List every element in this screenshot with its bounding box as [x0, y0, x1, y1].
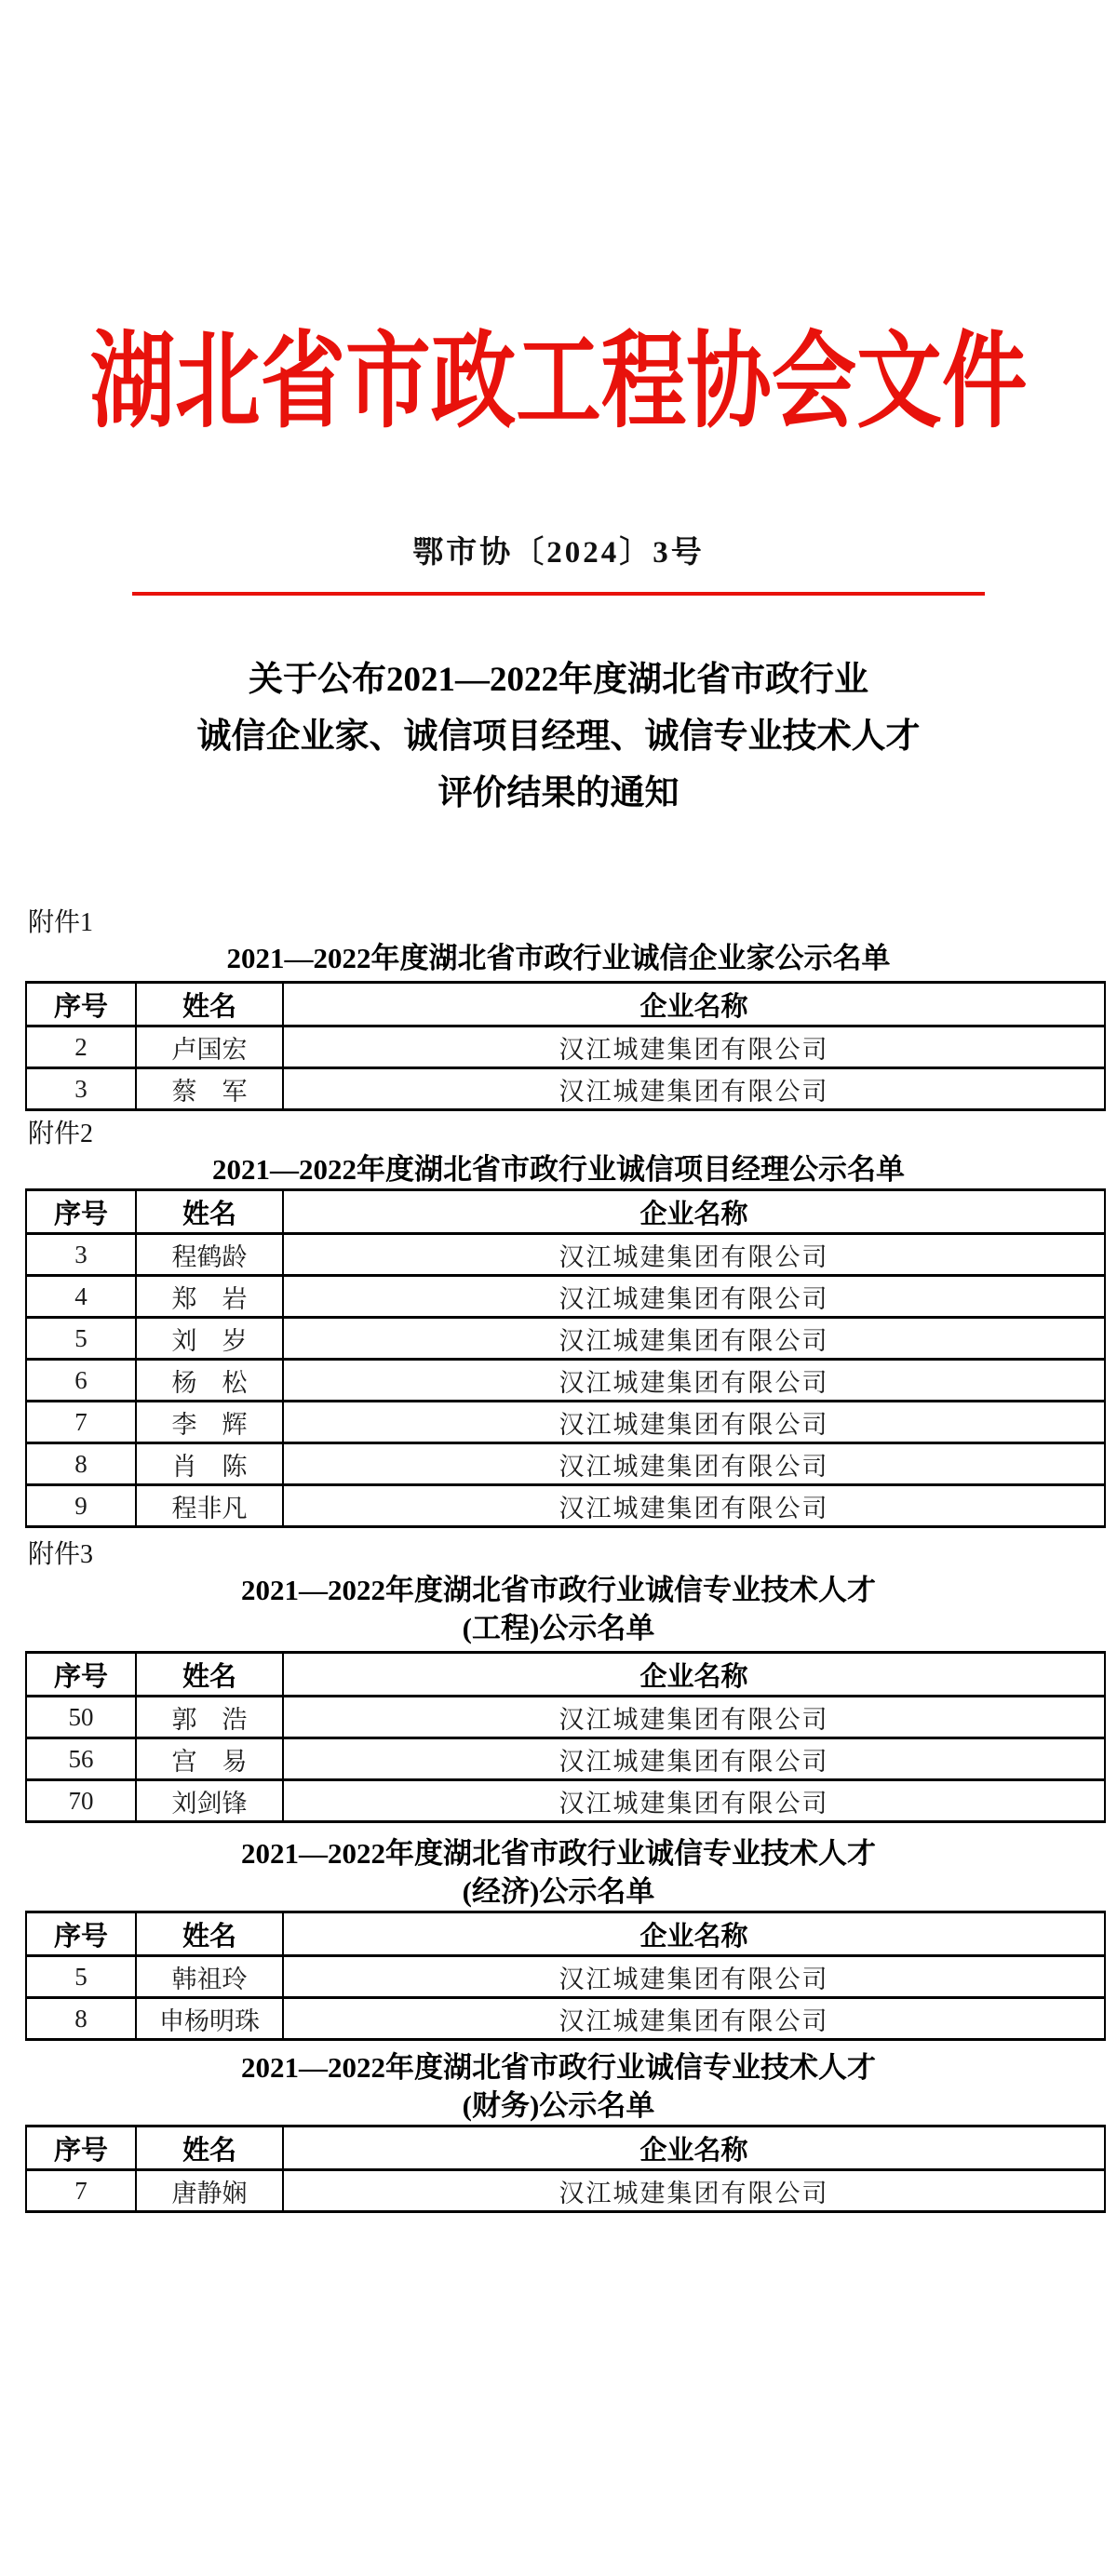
- company-cell: 汉江城建集团有限公司: [283, 1697, 1105, 1738]
- table-row: [26, 1443, 1105, 1485]
- name-cell: 刘 岁: [136, 1318, 283, 1360]
- table-header-row: [26, 2127, 1105, 2170]
- table-row: [26, 1956, 1105, 1998]
- company-cell: 汉江城建集团有限公司: [283, 1443, 1105, 1485]
- roster-title-3-line-1: 2021—2022年度湖北省市政行业诚信专业技术人才: [241, 1574, 876, 1606]
- name-cell: 蔡 军: [136, 1068, 283, 1110]
- attachment-section-3-economics: [0, 1834, 1117, 2041]
- name-cell: 刘剑锋: [136, 1780, 283, 1822]
- seq-cell: 56: [26, 1738, 136, 1780]
- column-header-company: 企业名称: [283, 1912, 1105, 1956]
- name-cell: 肖 陈: [136, 1443, 283, 1485]
- column-header-company: 企业名称: [283, 2127, 1105, 2170]
- table-header-row: [26, 1653, 1105, 1697]
- name-cell: 韩祖玲: [136, 1956, 283, 1998]
- company-cell: 汉江城建集团有限公司: [283, 1026, 1105, 1068]
- column-header-company: 企业名称: [283, 1653, 1105, 1697]
- company-cell: 汉江城建集团有限公司: [283, 1276, 1105, 1318]
- notice-title-line-2: 诚信企业家、诚信项目经理、诚信专业技术人才: [196, 718, 921, 756]
- roster-title-5: [0, 2048, 1117, 2125]
- table-row: [26, 1485, 1105, 1527]
- column-header-name: 姓名: [136, 983, 283, 1026]
- column-header-seq: 序号: [26, 2127, 136, 2170]
- company-cell: 汉江城建集团有限公司: [283, 1998, 1105, 2040]
- seq-cell: 2: [26, 1026, 136, 1068]
- column-header-name: 姓名: [136, 2127, 283, 2170]
- table-row: [26, 1738, 1105, 1780]
- document-page: [0, 325, 1117, 2576]
- table-row: [26, 1234, 1105, 1276]
- name-cell: 程非凡: [136, 1485, 283, 1527]
- seq-cell: 9: [26, 1485, 136, 1527]
- roster-title-4-line-1: 2021—2022年度湖北省市政行业诚信专业技术人才: [241, 1837, 876, 1870]
- roster-table-technical-engineering: [25, 1651, 1106, 1823]
- seq-cell: 70: [26, 1780, 136, 1822]
- column-header-name: 姓名: [136, 1653, 283, 1697]
- column-header-seq: 序号: [26, 1653, 136, 1697]
- company-cell: 汉江城建集团有限公司: [283, 1956, 1105, 1998]
- table-row: [26, 1276, 1105, 1318]
- roster-title-2: 2021—2022年度湖北省市政行业诚信项目经理公示名单: [212, 1153, 905, 1186]
- attachment-label-1: 附件1: [28, 908, 94, 937]
- seq-cell: 5: [26, 1318, 136, 1360]
- table-row: [26, 1318, 1105, 1360]
- seq-cell: 6: [26, 1360, 136, 1402]
- seq-cell: 8: [26, 1998, 136, 2040]
- table-row: [26, 1360, 1105, 1402]
- company-cell: 汉江城建集团有限公司: [283, 1738, 1105, 1780]
- roster-title-4: [0, 1834, 1117, 1911]
- association-masthead-title: 湖北省市政工程协会文件: [89, 325, 1028, 441]
- seq-cell: 7: [26, 1402, 136, 1443]
- table-row: [26, 2170, 1105, 2212]
- column-header-name: 姓名: [136, 1912, 283, 1956]
- attachment-section-2: [0, 1119, 1117, 1528]
- seq-cell: 7: [26, 2170, 136, 2212]
- name-cell: 杨 松: [136, 1360, 283, 1402]
- seq-cell: 3: [26, 1234, 136, 1276]
- company-cell: 汉江城建集团有限公司: [283, 1780, 1105, 1822]
- table-header-row: [26, 1190, 1105, 1234]
- seq-cell: 8: [26, 1443, 136, 1485]
- table-row: [26, 1402, 1105, 1443]
- table-row: [26, 1780, 1105, 1822]
- roster-title-5-line-2: (财务)公示名单: [462, 2089, 655, 2122]
- roster-title-5-line-1: 2021—2022年度湖北省市政行业诚信专业技术人才: [241, 2051, 876, 2084]
- name-cell: 宫 易: [136, 1738, 283, 1780]
- notice-title-line-1: 关于公布2021—2022年度湖北省市政行业: [249, 661, 868, 699]
- roster-title-4-line-2: (经济)公示名单: [462, 1875, 655, 1908]
- company-cell: 汉江城建集团有限公司: [283, 1485, 1105, 1527]
- seq-cell: 4: [26, 1276, 136, 1318]
- column-header-seq: 序号: [26, 1912, 136, 1956]
- roster-table-technical-economics: [25, 1911, 1106, 2041]
- column-header-seq: 序号: [26, 1190, 136, 1234]
- name-cell: 申杨明珠: [136, 1998, 283, 2040]
- name-cell: 郑 岩: [136, 1276, 283, 1318]
- column-header-company: 企业名称: [283, 1190, 1105, 1234]
- attachment-label-2: 附件2: [28, 1120, 94, 1148]
- company-cell: 汉江城建集团有限公司: [283, 1402, 1105, 1443]
- attachment-section-1: [0, 907, 1117, 1111]
- roster-title-3: [0, 1571, 1117, 1647]
- attachment-section-3-engineering: [0, 1539, 1117, 1823]
- column-header-name: 姓名: [136, 1190, 283, 1234]
- company-cell: 汉江城建集团有限公司: [283, 1318, 1105, 1360]
- seq-cell: 3: [26, 1068, 136, 1110]
- name-cell: 李 辉: [136, 1402, 283, 1443]
- red-separator-line: [132, 592, 985, 596]
- roster-table-technical-finance: [25, 2125, 1106, 2213]
- name-cell: 程鹤龄: [136, 1234, 283, 1276]
- name-cell: 唐静娴: [136, 2170, 283, 2212]
- document-number: 鄂市协〔2024〕3号: [412, 536, 705, 570]
- name-cell: 郭 浩: [136, 1697, 283, 1738]
- roster-title-1: 2021—2022年度湖北省市政行业诚信企业家公示名单: [226, 942, 891, 974]
- table-row: [26, 1697, 1105, 1738]
- notice-title-line-3: 评价结果的通知: [437, 774, 680, 812]
- column-header-seq: 序号: [26, 983, 136, 1026]
- attachment-label-3: 附件3: [28, 1540, 94, 1569]
- table-row: [26, 1068, 1105, 1110]
- roster-table-project-managers: [25, 1188, 1106, 1528]
- attachment-section-3-finance: [0, 2048, 1117, 2213]
- notice-title: [0, 651, 1117, 822]
- table-row: [26, 1026, 1105, 1068]
- roster-table-entrepreneurs: [25, 981, 1106, 1111]
- company-cell: 汉江城建集团有限公司: [283, 1068, 1105, 1110]
- company-cell: 汉江城建集团有限公司: [283, 1360, 1105, 1402]
- table-row: [26, 1998, 1105, 2040]
- company-cell: 汉江城建集团有限公司: [283, 2170, 1105, 2212]
- column-header-company: 企业名称: [283, 983, 1105, 1026]
- table-header-row: [26, 983, 1105, 1026]
- seq-cell: 5: [26, 1956, 136, 1998]
- company-cell: 汉江城建集团有限公司: [283, 1234, 1105, 1276]
- table-header-row: [26, 1912, 1105, 1956]
- seq-cell: 50: [26, 1697, 136, 1738]
- roster-title-3-line-2: (工程)公示名单: [462, 1612, 655, 1644]
- name-cell: 卢国宏: [136, 1026, 283, 1068]
